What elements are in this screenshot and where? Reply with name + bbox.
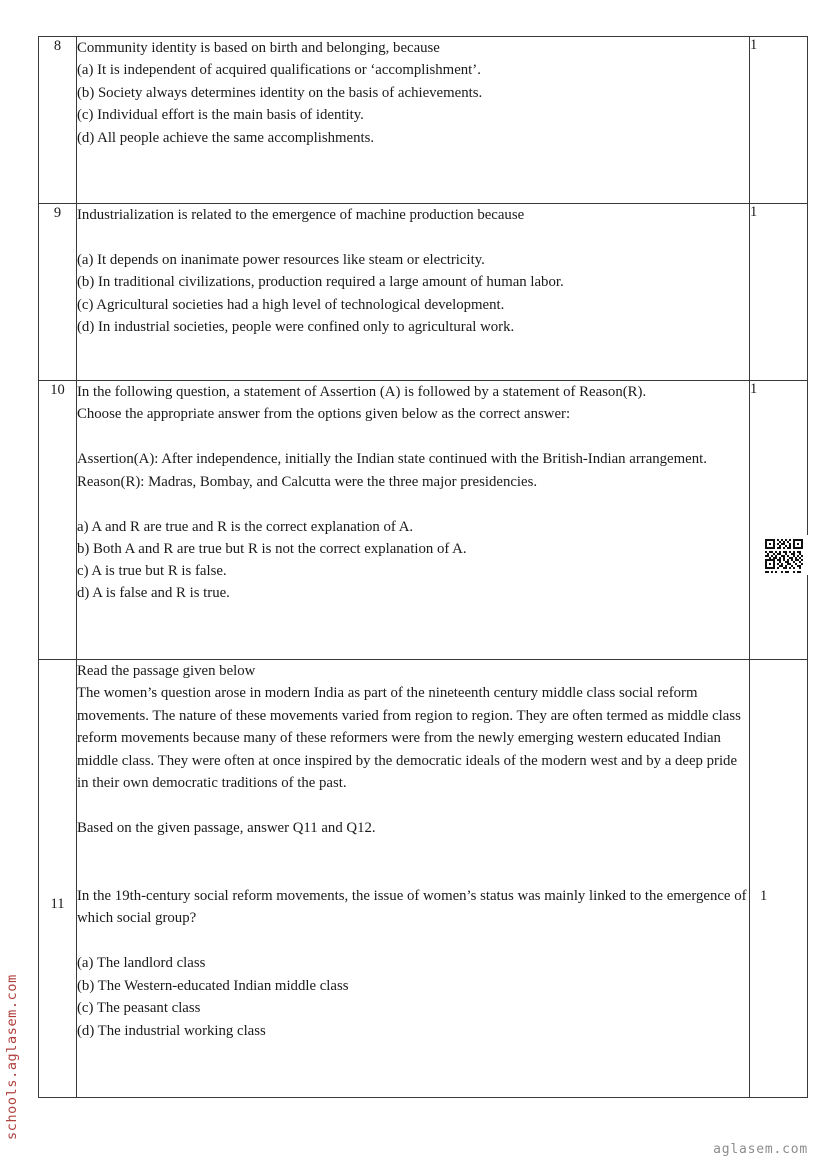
question-stem-8: Community identity is based on birth and belonging, because — [77, 40, 440, 56]
qr-code-icon — [763, 535, 809, 575]
spacer — [77, 426, 749, 448]
spacer — [77, 493, 749, 515]
option-11-d: (d) The industrial working class — [77, 1022, 266, 1039]
question-number-10: 10 — [39, 381, 77, 660]
option-11-a: (a) The landlord class — [77, 955, 206, 972]
option-8-c: (c) Individual effort is the main basis of identity. — [77, 107, 364, 124]
option-10-c: c) A is true but R is false. — [77, 563, 227, 580]
page-footer: aglasem.com — [713, 1142, 808, 1157]
spacer — [77, 930, 749, 952]
option-9-b: (b) In traditional civilizations, production required a large amount of human labor. — [77, 274, 564, 291]
option-10-a: a) A and R are true and R is the correct explanation of A. — [77, 518, 414, 535]
question-number-9: 9 — [39, 204, 77, 381]
marks-11: 1 — [760, 888, 768, 904]
table-row — [39, 37, 808, 204]
option-11-b: (b) The Western-educated Indian middle class — [77, 977, 349, 994]
option-8-a: (a) It is independent of acquired qualifications or ‘accomplishment’. — [77, 62, 481, 79]
option-10-b: b) Both A and R are true but R is not the correct explanation of A. — [77, 541, 467, 558]
question-stem-9: Industrialization is related to the emergence of machine production because — [77, 207, 525, 223]
table-row — [39, 381, 808, 660]
spacer — [77, 840, 749, 862]
assertion-instruction-line-1: In the following question, a statement of Assertion (A) is followed by a statement of Reason(R). — [77, 384, 647, 400]
option-10-d: d) A is false and R is true. — [77, 585, 230, 602]
question-body-11 — [77, 660, 750, 1098]
question-number-11-cell — [39, 660, 77, 1098]
question-number-8: 8 — [39, 37, 77, 204]
marks-10: 1 — [750, 381, 758, 397]
marks-10-cell — [750, 381, 808, 660]
passage-heading: Read the passage given below — [77, 663, 256, 679]
option-8-b: (b) Society always determines identity on the basis of achievements. — [77, 84, 483, 101]
marks-8: 1 — [750, 37, 808, 204]
question-body-10 — [77, 381, 750, 660]
question-table — [38, 36, 808, 1098]
passage-note: Based on the given passage, answer Q11 and Q12. — [77, 820, 376, 837]
assertion-instruction-line-2: Choose the appropriate answer from the options given below as the correct answer: — [77, 406, 571, 423]
spacer — [77, 226, 749, 248]
site-watermark: schools.aglasem.com — [4, 974, 20, 1140]
question-body-8 — [77, 37, 750, 204]
passage-body: The women’s question arose in modern India as part of the nineteenth century middle class social reform movements. The nature of these movements varied from region to region. They are often termed as middle class reform movements because many of these reformers were from the newly emerging western educated Indian middle class. They were often at once inspired by the democratic ideals of the modern west and by a deep pride in their own democratic traditions of the past. — [77, 685, 741, 792]
assertion-statement: Assertion(A): After independence, initially the Indian state continued with the British-Indian arrangement. — [77, 451, 707, 468]
question-body-9 — [77, 204, 750, 381]
question-stem-11: In the 19th-century social reform movements, the issue of women’s status was mainly linked to the emergence of which social group? — [77, 887, 747, 927]
option-9-c: (c) Agricultural societies had a high level of technological development. — [77, 296, 505, 313]
table-row — [39, 204, 808, 381]
spacer — [77, 862, 749, 884]
table-row — [39, 660, 808, 1098]
question-number-11: 11 — [50, 896, 65, 912]
option-11-c: (c) The peasant class — [77, 1000, 201, 1017]
marks-9: 1 — [750, 204, 808, 381]
marks-11-cell — [750, 660, 808, 1098]
spacer — [77, 795, 749, 817]
option-8-d: (d) All people achieve the same accomplishments. — [77, 129, 375, 146]
option-9-a: (a) It depends on inanimate power resources like steam or electricity. — [77, 251, 485, 268]
reason-statement: Reason(R): Madras, Bombay, and Calcutta were the three major presidencies. — [77, 473, 538, 490]
option-9-d: (d) In industrial societies, people were confined only to agricultural work. — [77, 319, 515, 336]
